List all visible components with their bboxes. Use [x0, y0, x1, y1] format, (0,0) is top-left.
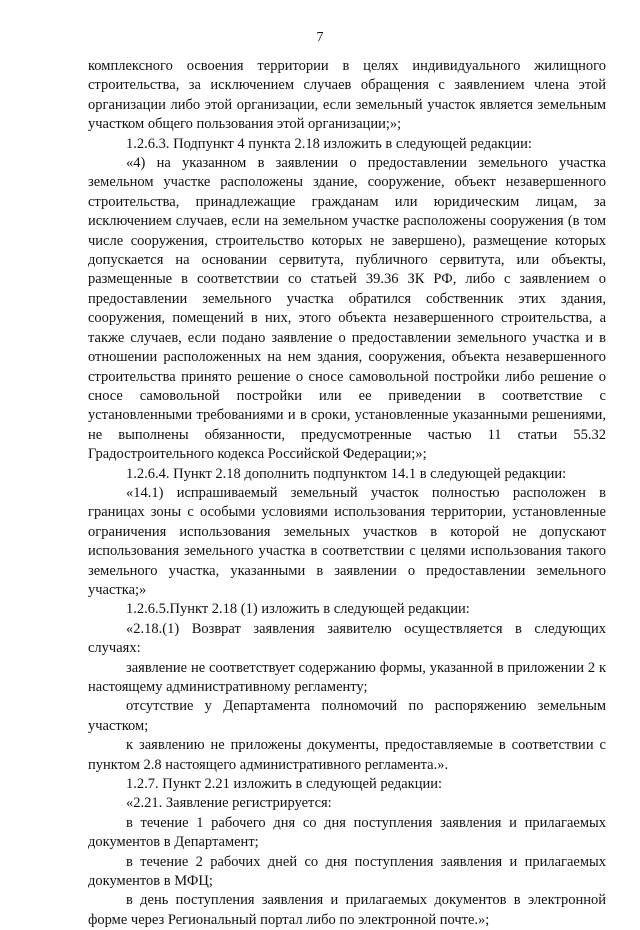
paragraph-subitem-4: «4) на указанном в заявлении о предоставлении земельного участка земельном участке расположены здание, сооружение, объект незавершенного строительства, принадлежащие гражданам или юридическим лицам, за исключением случаев, если на земельном участке расположены сооружения (в том числе сооружения, строительство которых не завершено), размещение которых допускается на основании сервитута, публичного сервитута, или объекты, размещенные в соответствии со статьей 39.36 ЗК РФ, либо с заявлением о предоставлении земельного участка обратился собственник этих здания, сооружения, помещений в них, этого объекта незавершенного строительства, а также случаев, если подано заявление о предоставлении земельного участка и в отношении расположенных на нем здания, сооружения, объекта незавершенного строительства принято решение о сносе самовольной постройки либо решение о сносе самовольной постройки или ее приведении в соответствие с установленными требованиями и в сроки, установленные указанными решениями, не выполнены обязанности, предусмотренные частью 11 статьи 55.32 Градостроительного кодекса Российской Федерации;»; [88, 155, 606, 463]
paragraph-1-2-6-4-heading: 1.2.6.4. Пункт 2.18 дополнить подпунктом 14.1 в следующей редакции: [126, 465, 567, 482]
paragraph-subitem-14-1: «14.1) испрашиваемый земельный участок полностью расположен в границах зоны с особыми условиями использования территории, установленные ограничения использования земельных участков в которой не допускают использования земельного участка в соответствии с целями использования такого земельного участка, указанными в заявлении о предоставлении земельного участка;» [88, 484, 606, 598]
paragraph-2-21: «2.21. Заявление регистрируется: [126, 795, 332, 812]
page-number: 7 [316, 30, 324, 45]
paragraph-return-case-2: отсутствие у Департамента полномочий по распоряжению земельным участком; [88, 698, 606, 734]
paragraph-1-2-6-5-heading: 1.2.6.5.Пункт 2.18 (1) изложить в следующей редакции: [126, 601, 470, 618]
paragraph-continuation: комплексного освоения территории в целях индивидуального жилищного строительства, за исключением случаев обращения с заявлением члена этой организации либо этой организации, если земельный участок является земельным участком общего пользования этой организации;»; [88, 58, 606, 133]
paragraph-registration-electronic: в день поступления заявления и прилагаемых документов в электронной форме через Региональный портал либо по электронной почте.»; [88, 892, 606, 928]
paragraph-registration-department: в течение 1 рабочего дня со дня поступления заявления и прилагаемых документов в Департамент; [88, 814, 606, 851]
paragraph-2-18-1: «2.18.(1) Возврат заявления заявителю осуществляется в следующих случаях: [88, 620, 606, 657]
paragraph-return-case-1: заявление не соответствует содержанию формы, указанной в приложении 2 к настоящему административному регламенту; [88, 659, 606, 695]
paragraph-return-case-3: к заявлению не приложены документы, предоставляемые в соответствии с пунктом 2.8 настоящего административного регламента.». [88, 737, 606, 773]
document-body [88, 57, 606, 930]
paragraph-1-2-6-3-heading: 1.2.6.3. Подпункт 4 пункта 2.18 изложить в следующей редакции: [126, 135, 532, 152]
paragraph-1-2-7-heading: 1.2.7. Пункт 2.21 изложить в следующей редакции: [126, 776, 443, 793]
paragraph-registration-mfc: в течение 2 рабочих дней со дня поступления заявления и прилагаемых документов в МФЦ; [88, 853, 606, 890]
